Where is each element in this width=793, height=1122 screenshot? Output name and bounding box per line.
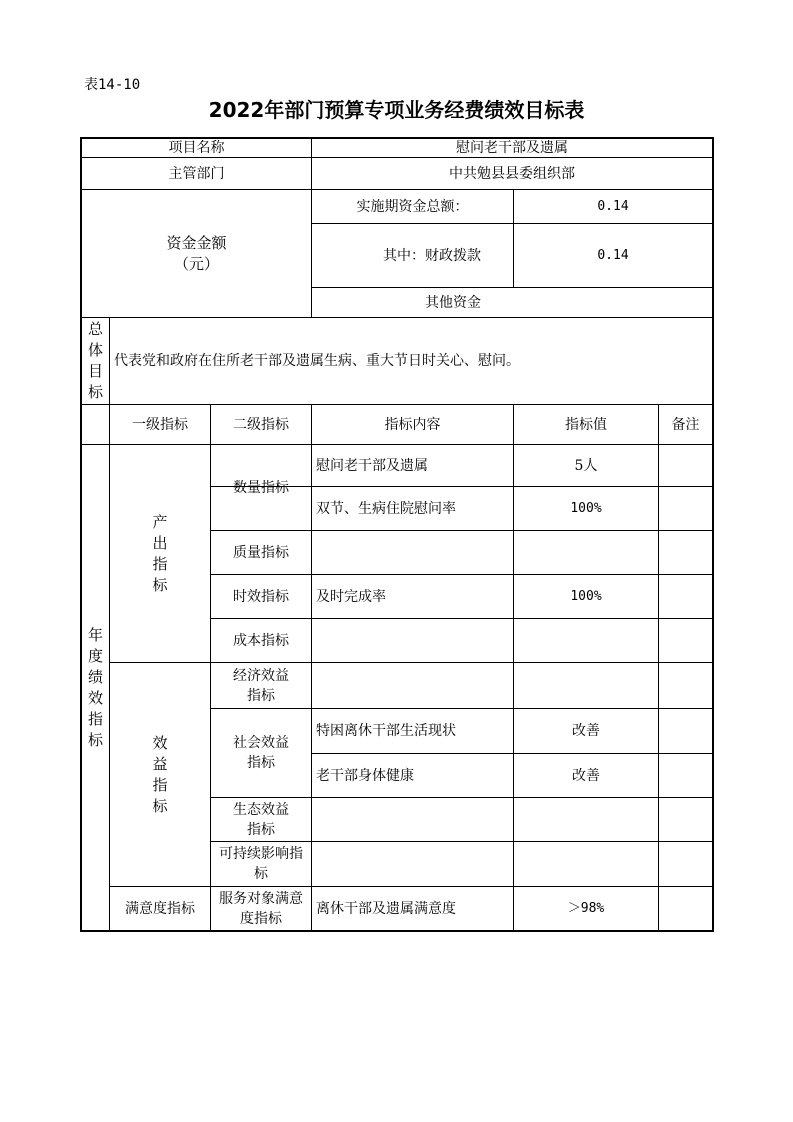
funds-label [82,190,311,317]
total-funds-value: 0.14 [597,198,629,214]
benefit-char: 指 [152,775,168,794]
annual-char: 指 [87,709,103,728]
satisfaction-indicator-label: 满意度指标 [125,900,195,917]
header-content: 指标内容 [384,416,441,433]
quality-indicator: 质量指标 [233,544,289,561]
other-funds-label: 其他资金 [425,294,481,311]
quantity-indicator: 数量指标 [233,479,289,496]
dept-label: 主管部门 [168,165,225,182]
benefit-char: 标 [152,796,168,815]
rule [658,404,659,932]
goal-char: 标 [87,383,103,401]
annual-indicator-label [82,445,109,930]
benefit-indicator-label [110,663,210,886]
row-content: 及时完成率 [316,588,386,605]
header-level1: 一级指标 [132,416,188,433]
project-name-label: 项目名称 [168,140,225,156]
annual-char: 度 [87,646,103,665]
benefit-char: 效 [152,733,168,752]
page-title: 2022年部门预算专项业务经费绩效目标表 [208,98,585,122]
economic-indicator: 经济效益指标 [233,667,289,704]
total-funds-label: 实施期资金总额： [356,198,469,215]
output-char: 标 [152,575,168,594]
row-content: 老干部身体健康 [316,767,414,784]
goal-char: 目 [87,362,103,380]
goal-char: 总 [87,320,103,338]
row-content: 特困离休干部生活现状 [316,723,456,739]
row-content: 慰问老干部及遗属 [316,457,428,474]
row-content: 双节、生病住院慰问率 [316,500,456,517]
other-funds-value [514,288,712,317]
output-indicator-label [110,445,210,662]
output-char: 出 [152,533,168,552]
output-char: 指 [152,554,168,573]
cost-indicator: 成本指标 [233,632,289,649]
annual-char: 绩 [87,667,103,686]
annual-char: 年 [87,625,103,644]
output-char: 产 [152,512,168,531]
header-note: 备注 [671,416,700,433]
table-number: 表14-10 [84,77,141,93]
project-name-value: 慰问老干部及遗属 [456,140,568,156]
row-value: 改善 [572,767,600,784]
row-content: 离休干部及遗属满意度 [316,900,456,917]
fiscal-funds-label: 其中：财政拨款 [383,247,481,264]
annual-char: 效 [87,688,103,707]
funds-unit: （元） [173,254,219,273]
dept-value: 中共勉县县委组织部 [449,165,575,182]
funds-label-text: 资金金额 [166,233,227,252]
row-value: ＞98% [567,900,605,916]
sustainable-indicator: 可持续影响指标 [219,846,303,882]
fiscal-funds-value: 0.14 [597,247,629,263]
header-value: 指标值 [565,416,607,433]
row-value: 改善 [572,723,600,739]
service-satisfaction-indicator: 服务对象满意度指标 [219,890,303,927]
social-indicator: 社会效益指标 [233,735,289,771]
goal-char: 体 [87,341,103,359]
annual-char: 标 [87,730,103,749]
timeliness-indicator: 时效指标 [233,588,289,605]
row-value: 5人 [574,457,598,474]
table-border-bottom [80,930,714,932]
overall-goal-text: 代表党和政府在住所老干部及遗属生病、重大节日时关心、慰问。 [114,353,520,369]
row-value: 100% [570,500,602,516]
table-border-right [712,137,714,932]
header-level2: 二级指标 [233,416,289,433]
benefit-char: 益 [152,754,168,773]
row-value: 100% [570,588,602,604]
overall-goal-label [82,318,109,404]
ecological-indicator: 生态效益指标 [233,801,289,838]
